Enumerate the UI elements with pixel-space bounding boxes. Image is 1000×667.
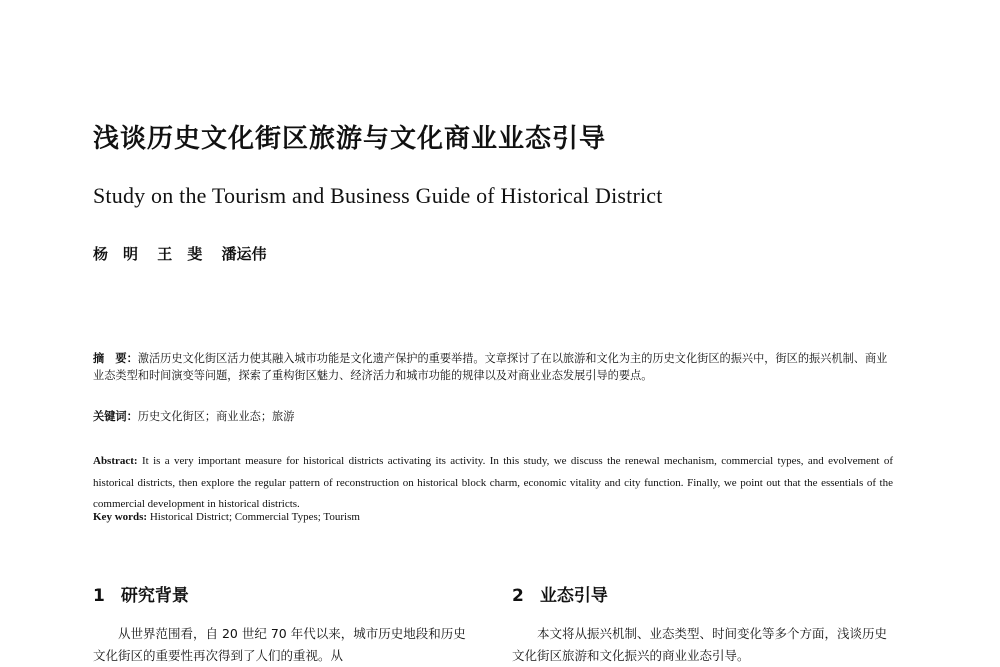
paper-title-chinese: 浅谈历史文化街区旅游与文化商业业态引导 — [93, 124, 607, 154]
paper-title-english: Study on the Tourism and Business Guide of Historical District — [93, 183, 663, 208]
abstract-en-text: It is a very important measure for historical districts activating its activity. In this study, we discuss the renewal mechanism, commercial types, and evolvement of historical districts, then explore the regular pattern of reconstruction on historical block charm, economic vitality and city function. Finally, we point out that the essentials of the commercial development in historical districts. — [93, 455, 893, 510]
keywords-english — [93, 511, 360, 523]
keywords-chinese — [93, 408, 294, 424]
section-heading-1 — [93, 581, 189, 606]
author-name: 潘运伟 — [221, 245, 267, 263]
keywords-cn-text: 历史文化街区；商业业态；旅游 — [137, 410, 295, 423]
keywords-en-label: Key words: — [93, 511, 148, 523]
section-title: 研究背景 — [120, 586, 189, 606]
keywords-cn-label: 关键词： — [93, 410, 138, 423]
section-1-body: 从世界范围看，自 20 世纪 70 年代以来，城市历史地段和历史文化街区的重要性再次得到了人们的重视。从 — [93, 626, 466, 663]
section-2-body: 本文将从振兴机制、业态类型、时间变化等多个方面，浅谈历史文化街区旅游和文化振兴的商业业态引导。 — [512, 626, 888, 663]
abstract-chinese — [93, 350, 893, 384]
keywords-en-text: Historical District; Commercial Types; Tourism — [149, 511, 360, 523]
section-number: 2 — [512, 586, 524, 606]
abstract-english — [93, 451, 893, 516]
section-heading-2 — [512, 581, 608, 606]
author-name: 杨 明 — [93, 245, 139, 263]
abstract-en-label: Abstract: — [93, 455, 138, 467]
section-number: 1 — [93, 586, 105, 606]
author-list — [93, 243, 281, 264]
section-title: 业态引导 — [539, 586, 608, 606]
abstract-cn-text: 激活历史文化街区活力使其融入城市功能是文化遗产保护的重要举措。文章探讨了在以旅游和文化为主的历史文化街区的振兴中，街区的振兴机制、商业业态类型和时间演变等问题，探索了重构街区魅力、经济活力和城市功能的规律以及对商业业态发展引导的要点。 — [93, 352, 888, 382]
abstract-cn-label: 摘 要： — [93, 352, 138, 365]
author-name: 王 斐 — [157, 245, 203, 263]
